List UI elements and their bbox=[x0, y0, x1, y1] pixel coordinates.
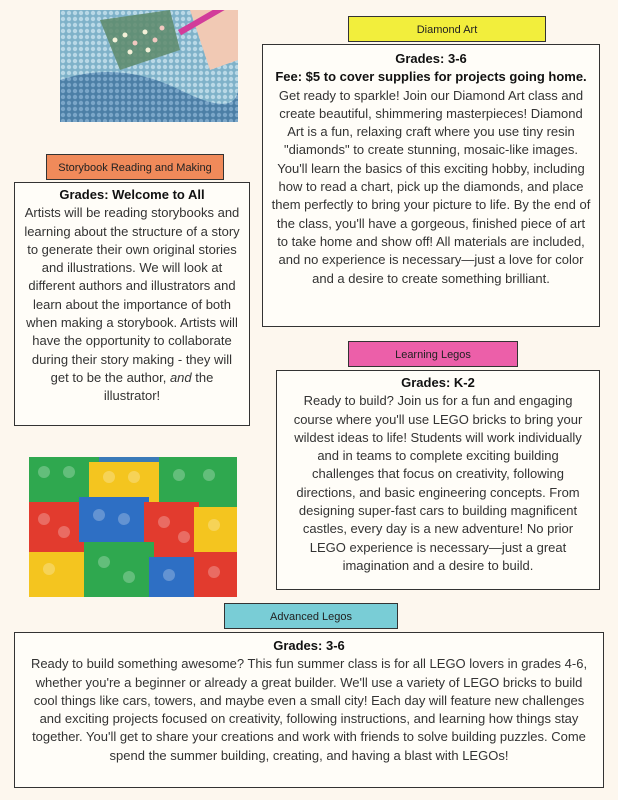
diamond-art-tag: Diamond Art bbox=[348, 16, 546, 42]
learning-legos-tag: Learning Legos bbox=[348, 341, 518, 367]
advanced-legos-box bbox=[14, 632, 604, 788]
diamond-art-photo bbox=[60, 10, 238, 122]
learning-legos-description: Ready to build? Join us for a fun and engaging course where you'll use LEGO bricks to bring your wildest ideas to life! Students will work individually and in teams to complete exciting building challenges that focus on creativity, following directions, and basic engineering concepts. From designing super-fast cars to building magnificent castles, every day is a new adventure! No prior LEGO experience is necessary—just a great imagination and a desire to build. bbox=[293, 393, 583, 573]
lego-bricks-photo bbox=[29, 457, 237, 597]
diamond-art-description: Get ready to sparkle! Join our Diamond Art class and create beautiful, shimmering masterpieces! Diamond Art is a fun, relaxing craft where you use tiny resin "diamonds" to create stunning, mosaic-like images. You'll learn the basics of this exciting hobby, including how to read a chart, pick up the diamonds, and place them perfectly to bring your picture to life. By the end of the class, you'll have a gorgeous, finished piece of art to take home and show off! All materials are included, and no experience is necessary—just a love for color and a desire to create something brilliant. bbox=[271, 87, 591, 286]
storybook-text-2: the illustrator! bbox=[103, 369, 214, 404]
diamond-art-fee: Fee: $5 to cover supplies for projects going home. bbox=[275, 69, 587, 85]
storybook-box bbox=[14, 182, 250, 426]
diamond-art-box bbox=[262, 44, 600, 327]
advanced-legos-description: Ready to build something awesome? This fun summer class is for all LEGO lovers in grades 4-6, whether you're a beginner or already a great builder. We'll use a variety of LEGO bricks to build cool things like cars, towers, and maybe even a small city! Each day will feature new challenges and exciting projects focused on creativity, following instructions, and learning how things stay together. You'll get to share your creations and work with friends to solve building puzzles. Come spend the summer building, creating, and having a blast with LEGOs! bbox=[30, 656, 588, 763]
storybook-tag: Storybook Reading and Making bbox=[46, 154, 224, 180]
storybook-description bbox=[23, 204, 241, 405]
storybook-text-em: and bbox=[169, 369, 192, 385]
diamond-art-grades: Grades: 3-6 bbox=[395, 51, 467, 66]
learning-legos-grades: Grades: K-2 bbox=[401, 375, 475, 390]
storybook-grades: Grades: Welcome to All bbox=[59, 187, 205, 202]
storybook-text-1: Artists will be reading storybooks and learning about the structure of a story to generate their own original stories and illustrations. We will look at different authors and illustrators and learn about the importance of both when making a storybook. Artists will have the opportunity to collaborate during their story making - they will get to be the author, bbox=[24, 205, 240, 385]
learning-legos-box bbox=[276, 370, 600, 590]
advanced-legos-grades: Grades: 3-6 bbox=[273, 638, 345, 653]
advanced-legos-tag: Advanced Legos bbox=[224, 603, 398, 629]
